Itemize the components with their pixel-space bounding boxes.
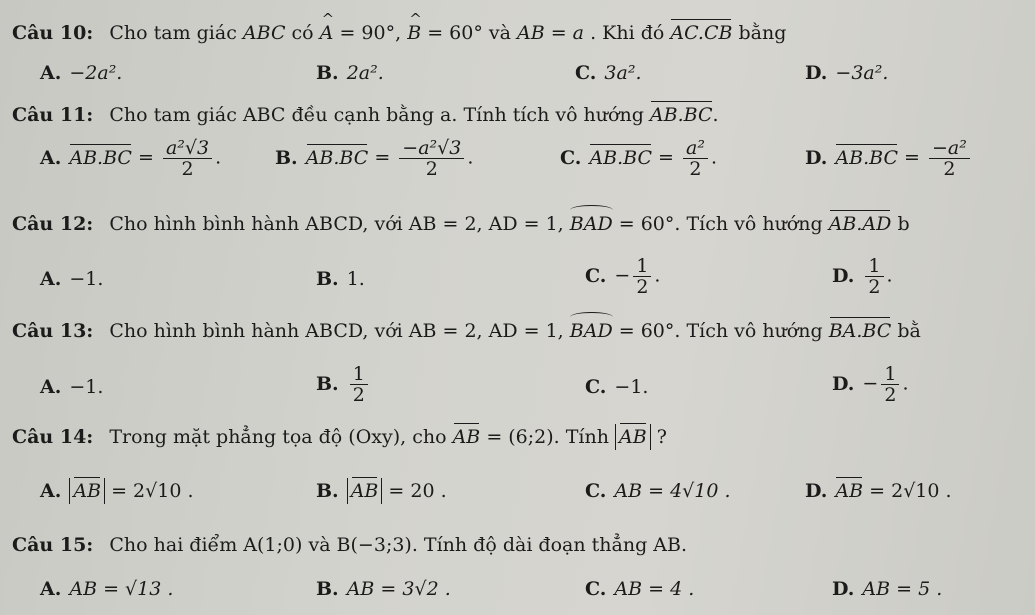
q11-a-letter: A. (40, 146, 62, 169)
q10-text-d: và (488, 22, 511, 44)
q14-abs (615, 424, 651, 450)
q10-c-text: 3a². (604, 62, 642, 84)
q11-option-c[interactable] (560, 138, 717, 179)
q14-d-vector: AB (835, 480, 864, 502)
q12-text-c: = 60°. Tích vô hướng (618, 213, 823, 235)
q12-option-b[interactable] (316, 266, 365, 292)
q11-b-den: 2 (425, 158, 438, 180)
question-13 (0, 318, 1035, 358)
q14-c-letter: C. (585, 480, 607, 502)
q14-a-text: = 2√10 . (111, 480, 194, 502)
q12-c-num: 1 (633, 256, 651, 277)
question-11-stem (12, 102, 719, 128)
q10-cond1: = 90°, (339, 22, 402, 44)
q11-b-letter: B. (275, 146, 298, 169)
q11-d-letter: D. (805, 146, 828, 169)
q12-c-fraction (633, 256, 651, 297)
q11-c-den: 2 (689, 158, 702, 180)
q10-b-letter: B. (316, 62, 339, 84)
question-13-stem (12, 318, 921, 344)
q14-a-vector: AB (73, 480, 102, 502)
q10-triangle: ABC (242, 22, 286, 44)
q14-text-c: = (6;2). Tính (486, 426, 609, 448)
q13-a-text: −1. (69, 376, 104, 398)
q10-text-e: AB = a (517, 22, 585, 44)
q11-d-lhs: AB.BC (835, 146, 898, 169)
q11-text-a: Cho tam giác ABC đều cạnh bằng a. Tính tích vô hướng (109, 104, 644, 126)
q13-b-fraction (350, 364, 368, 405)
q12-a-letter: A. (40, 268, 62, 290)
q12-option-c[interactable] (585, 256, 660, 297)
q11-b-lhs: AB.BC (305, 146, 369, 169)
question-12-label: Câu 12: (12, 213, 94, 235)
q12-d-den: 2 (868, 276, 881, 298)
q10-option-a[interactable] (40, 60, 122, 86)
q13-option-c[interactable] (585, 374, 648, 400)
q11-a-end: . (215, 146, 222, 169)
q15-d-text: AB = 5 . (862, 578, 943, 600)
q12-a-text: −1. (69, 268, 104, 290)
q10-cond2: = 60° (427, 22, 483, 44)
q13-angle: BAD (569, 320, 613, 342)
q12-text-e: b (897, 213, 910, 235)
q10-a-letter: A. (40, 62, 62, 84)
q10-c-letter: C. (575, 62, 597, 84)
q12-c-den: 2 (636, 276, 649, 298)
q10-angle-a: ^ A (320, 20, 334, 46)
q15-option-b[interactable] (316, 576, 451, 602)
q14-abs-vector: AB (619, 426, 647, 448)
q13-text-c: = 60°. Tích vô hướng (618, 320, 823, 342)
q15-option-c[interactable] (585, 576, 694, 602)
q11-c-end: . (710, 146, 717, 169)
q14-vector: AB (452, 426, 481, 448)
q12-d-letter: D. (832, 264, 855, 287)
q10-text-c: có (291, 22, 314, 44)
q15-text-a: Cho hai điểm A(1;0) và B(−3;3). Tính độ dài đoạn thẳng AB. (109, 534, 688, 556)
q12-vector: AB.AD (828, 213, 892, 235)
q12-option-a[interactable] (40, 266, 103, 292)
q13-option-a[interactable] (40, 374, 103, 400)
q12-b-letter: B. (316, 268, 339, 290)
q10-a-text: −2a². (69, 62, 123, 84)
q13-c-letter: C. (585, 376, 607, 398)
q14-d-letter: D. (805, 480, 828, 502)
q11-d-eq: = (904, 146, 920, 169)
q12-d-end: . (886, 264, 893, 287)
question-12-stem (12, 211, 910, 237)
q15-c-letter: C. (585, 578, 607, 600)
q15-option-d[interactable] (832, 576, 942, 602)
q12-angle: BAD (569, 213, 613, 235)
q11-d-fraction (929, 138, 970, 179)
q11-option-b[interactable] (275, 138, 473, 179)
q14-option-c[interactable] (585, 478, 731, 504)
q14-a-letter: A. (40, 480, 62, 502)
q14-c-text: AB = 4√10 . (614, 480, 731, 502)
q10-text-h: bằng (738, 22, 787, 44)
q13-d-end: . (902, 372, 909, 395)
q13-c-text: −1. (614, 376, 649, 398)
q13-b-den: 2 (352, 384, 365, 406)
q13-text-e: bằ (897, 320, 921, 342)
q13-d-den: 2 (884, 384, 897, 406)
q11-a-den: 2 (181, 158, 194, 180)
question-13-label: Câu 13: (12, 320, 94, 342)
q12-b-text: 1. (346, 268, 365, 290)
q14-text-a: Trong mặt phẳng tọa độ (Oxy), cho (109, 426, 447, 448)
q11-a-lhs: AB.BC (69, 146, 132, 169)
q10-d-text: −3a². (835, 62, 889, 84)
q10-text-f: . Khi đó (590, 22, 665, 44)
q13-text-a: Cho hình bình hành ABCD, với AB = 2, AD = 1, (109, 320, 564, 342)
q15-c-text: AB = 4 . (614, 578, 695, 600)
question-10 (0, 20, 1035, 60)
q15-b-text: AB = 3√2 . (346, 578, 451, 600)
q13-d-sign: − (862, 372, 879, 395)
q10-option-c[interactable] (575, 60, 641, 86)
q11-b-end: . (467, 146, 474, 169)
q10-angle-b: ^ B (407, 20, 421, 46)
q14-a-abs (69, 478, 105, 504)
q11-a-eq: = (137, 146, 154, 169)
q11-b-fraction (399, 138, 464, 179)
q12-d-num: 1 (865, 256, 883, 277)
q15-a-text: AB = √13 . (69, 578, 174, 600)
q13-b-num: 1 (350, 364, 368, 385)
question-10-label: Câu 10: (12, 22, 94, 44)
q13-option-d[interactable] (832, 364, 908, 405)
q14-b-vector: AB (350, 480, 379, 502)
q14-option-b[interactable] (316, 478, 447, 504)
question-14 (0, 424, 1035, 464)
q11-c-lhs: AB.BC (589, 146, 652, 169)
question-11 (0, 102, 1035, 142)
q13-d-fraction (881, 364, 899, 405)
question-15-label: Câu 15: (12, 534, 94, 556)
q13-a-letter: A. (40, 376, 62, 398)
q10-option-b[interactable] (316, 60, 384, 86)
question-15 (0, 532, 1035, 572)
q11-b-num: −a²√3 (399, 138, 464, 159)
q11-a-num: a²√3 (163, 138, 212, 159)
question-15-stem (12, 532, 687, 558)
q11-b-eq: = (374, 146, 391, 169)
q10-option-d[interactable] (805, 60, 888, 86)
q11-d-den: 2 (943, 158, 956, 180)
q10-text-a: Cho tam giác (109, 22, 237, 44)
q11-c-eq: = (658, 146, 674, 169)
q15-d-letter: D. (832, 578, 855, 600)
q13-b-letter: B. (316, 372, 339, 395)
q12-d-fraction (865, 256, 883, 297)
q13-vector: BA.BC (828, 320, 892, 342)
q15-a-letter: A. (40, 578, 62, 600)
q12-c-letter: C. (585, 264, 607, 287)
q15-option-a[interactable] (40, 576, 173, 602)
question-11-label: Câu 11: (12, 104, 94, 126)
q14-b-letter: B. (316, 480, 339, 502)
q13-d-num: 1 (881, 364, 899, 385)
q11-c-num: a² (683, 138, 708, 159)
question-14-label: Câu 14: (12, 426, 94, 448)
q12-c-end: . (654, 264, 661, 287)
question-12 (0, 211, 1035, 251)
q12-option-d[interactable] (832, 256, 893, 297)
q11-text-c: . (712, 104, 719, 126)
q12-c-sign: − (614, 264, 631, 287)
q14-option-d[interactable] (805, 478, 952, 504)
q11-option-d[interactable] (805, 138, 973, 179)
q14-b-text: = 20 . (388, 480, 447, 502)
q14-d-text: = 2√10 . (869, 480, 952, 502)
q11-c-letter: C. (560, 146, 582, 169)
q13-d-letter: D. (832, 372, 855, 395)
q14-b-abs (347, 478, 383, 504)
q11-a-fraction (163, 138, 212, 179)
q10-d-letter: D. (805, 62, 828, 84)
question-14-stem (12, 424, 667, 450)
q10-b-text: 2a². (346, 62, 384, 84)
q11-c-fraction (683, 138, 708, 179)
q11-d-num: −a² (929, 138, 970, 159)
q13-option-b[interactable] (316, 364, 371, 405)
q14-option-a[interactable] (40, 478, 194, 504)
q15-b-letter: B. (316, 578, 339, 600)
q10-vector: AC.CB (670, 22, 733, 44)
question-10-stem (12, 20, 786, 46)
q11-option-a[interactable] (40, 138, 221, 179)
q11-vector: AB.BC (649, 104, 713, 126)
q14-text-e: ? (656, 426, 667, 448)
q12-text-a: Cho hình bình hành ABCD, với AB = 2, AD = 1, (109, 213, 564, 235)
